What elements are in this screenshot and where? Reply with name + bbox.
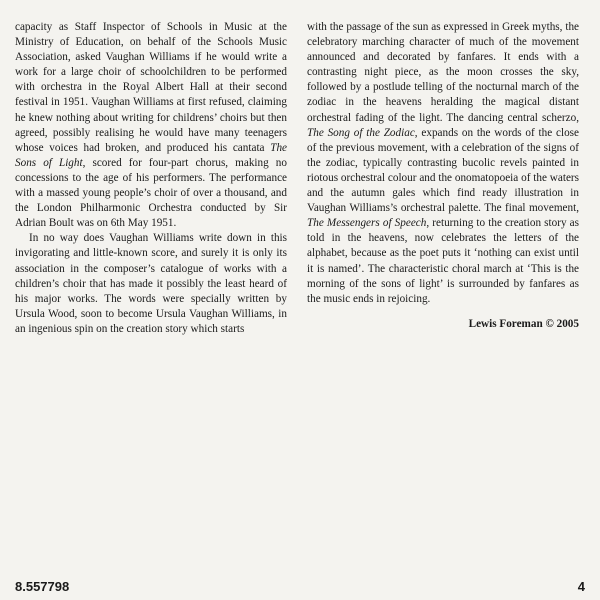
paragraph-3 xyxy=(307,20,579,307)
paragraph-3-text-a: with the passage of the sun as expressed in Greek myths, the celebratory marching character of much of the movement announced and decorated by fanfares. It ends with a contrasting night piece, as the moon crosses the sky, followed by a postlude telling of the nocturnal march of the zodiac in the heavens heralding the magical distant orchestral fading of the light. The dancing central scherzo, xyxy=(307,21,579,124)
author-credit: Lewis Foreman © 2005 xyxy=(468,317,579,330)
work-title-sons-of-light: The Sons of Light xyxy=(15,141,287,169)
work-title-song-of-zodiac: The Song of the Zodiac xyxy=(307,126,415,139)
paragraph-3-text-b: , expands on the words of the close of the previous movement, with a celebration of the signs of the zodiac, typically contrasting bucolic revels painted in riotous orchestral colour and the onomatopoeia of the waters and the autumn gales which find ready illustration in Vaughan Williams’s orchestral palette. The final movement, xyxy=(307,126,579,215)
paragraph-1 xyxy=(15,20,287,231)
work-title-messengers-of-speech: The Messengers of Speech xyxy=(307,217,427,230)
paragraph-3-text-c: , returning to the creation story as told in the heavens, now celebrates the letters of the alphabet, because as the poet puts it ‘nothing can exist until it is named’. The characteristic choral march at ‘This is the morning of the sons of light’ is surrounded by fanfares as the music ends in rejoicing. xyxy=(307,217,579,305)
page-number: 4 xyxy=(577,579,585,594)
paragraph-1-text-b: , scored for four-part chorus, making no concessions to the age of his performers. The performance with a massed young people’s choir of over a thousand, and the London Philharmonic Orchestra conducted by Sir Adrian Boult was on 6th May 1951. xyxy=(15,156,287,230)
right-column xyxy=(307,20,579,332)
paragraph-2: In no way does Vaughan Williams write down in this invigorating and little-known score, and surely it is only its association in the composer’s catalogue of works with a children’s choir that has made it possibly the least heard of his major works. The words were specially written by Ursula Wood, soon to become Ursula Vaughan Williams, in an ingenious spin on the creation story which starts xyxy=(15,232,287,335)
paragraph-1-text-a: capacity as Staff Inspector of Schools in Music at the Ministry of Education, on behalf of the Schools Music Association, asked Vaughan Williams if he would write a work for a large choir of schoolchildren to be performed with orchestra in the Royal Albert Hall at their second festival in 1951. Vaughan Williams at first refused, claiming he knew nothing about writing for childrens’ choirs but then agreed, possibly realising he would have many teenagers whose voices had broken, and produced his cantata xyxy=(15,21,287,154)
page-footer xyxy=(15,579,585,594)
left-column xyxy=(15,20,287,337)
catalogue-number: 8.557798 xyxy=(15,579,70,594)
